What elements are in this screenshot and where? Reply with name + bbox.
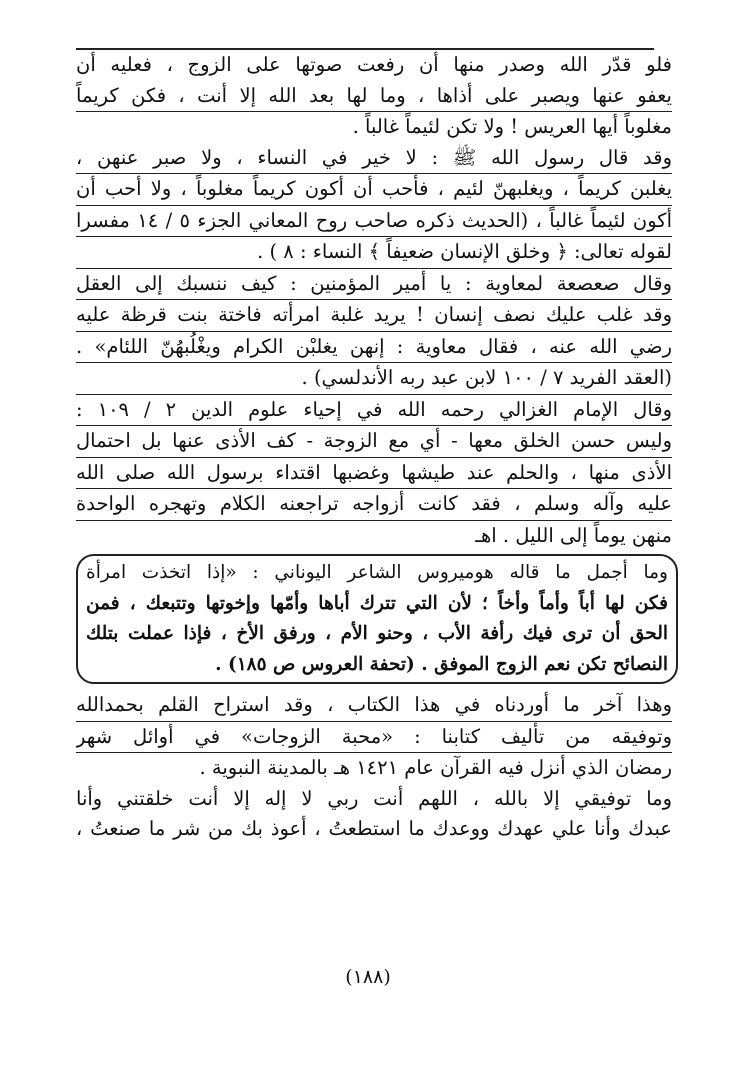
closing-line: وتوفيقه من تأليف كتابنا : «محبة الزوجات» في أوائل شهر [76, 722, 672, 754]
text-line: رضي الله عنه ، فقال معاوية : إنهن يغلبْن الكرام ويغْلُبهُنّ اللئام» . [76, 332, 672, 364]
closing-line: وهذا آخر ما أوردناه في هذا الكتاب ، وقد استراح القلم بحمدالله [76, 690, 672, 722]
text-line: وقد غلب عليك نصف إنسان ! يريد غلبة امرأته فاختة بنت قرظة عليه [76, 300, 672, 332]
closing-line: عبدك وأنا علي عهدك ووعدك ما استطعتُ ، أعوذ بك من شر ما صنعتُ ، [76, 817, 672, 840]
closing-line: رمضان الذي أنزل فيه القرآن عام ١٤٢١ هـ بالمدينة النبوية . [199, 756, 672, 779]
page-body [76, 48, 672, 845]
quote-box [76, 554, 678, 684]
quote-line: الحق أن ترى فيك رأفة الأب ، وحنو الأم ، ورفق الأخ ، فإذا عملت بتلك [86, 623, 668, 644]
text-line: أكون لئيماً غالباً ، (الحديث ذكره صاحب روح المعاني الجزء ٥ / ١٤ مفسرا [76, 206, 672, 238]
text-line: وقال صعصعة لمعاوية : يا أمير المؤمنين : كيف ننسبك إلى العقل [76, 269, 672, 301]
text-line: يغلبن كريماً ، ويغلبهنّ لئيم ، فأحب أن أكون كريماً مغلوباً ، ولا أحب أن [76, 174, 672, 206]
text-line: (العقد الفريد ٧ / ١٠٠ لابن عبد ربه الأندلسي) . [76, 363, 672, 395]
page-number: (١٨٨) [345, 966, 391, 988]
quote-line: النصائح تكن نعم الزوج الموفق . (تحفة العروس ص ١٨٥) . [215, 653, 668, 675]
quote-line: فكن لها أباً وأماً وأخاً ؛ لأن التي تترك أباها وأمّها وإخوتها وتتبعك ، فمن [86, 592, 668, 614]
quote-line: وما أجمل ما قاله هوميروس الشاعر اليوناني : «إذا اتخذت امرأة [86, 562, 668, 583]
text-line: فلو قدّر الله وصدر منها أن رفعت صوتها على الزوج ، فعليه أن [76, 53, 672, 76]
text-line: وقد قال رسول الله ﷺ : لا خير في النساء ، ولا صبر عنهن ، [76, 143, 672, 175]
text-line: وقال الإمام الغزالي رحمه الله في إحياء علوم الدين ٢ / ١٠٩ : [76, 395, 672, 427]
text-line: الأذى منها ، والحلم عند طيشها وغضبها اقتداء برسول الله صلى الله [76, 458, 672, 490]
text-line: مغلوباً أيها العريس ! ولا تكن لئيماً غالباً . [352, 115, 672, 138]
text-line: وليس حسن الخلق معها - أي مع الزوجة - كف الأذى عنها بل احتمال [76, 426, 672, 458]
text-line: يعفو عنها ويصبر على أذاها ، وما لها بعد الله إلا أنت ، فكن كريماً [76, 81, 672, 113]
text-line: عليه وآله وسلم ، فقد كانت أزواجه تراجعنه الكلام وتهجره الواحدة [76, 489, 672, 521]
text-line: منهن يوماً إلى الليل . اهـ [475, 523, 672, 547]
text-line: لقوله تعالى: ﴿ وخلق الإنسان ضعيفاً ﴾ النساء : ٨ ) . [76, 237, 672, 269]
closing-line: وما توفيقي إلا بالله ، اللهم أنت ربي لا إله إلا أنت خلقتني وأنا [76, 786, 672, 810]
